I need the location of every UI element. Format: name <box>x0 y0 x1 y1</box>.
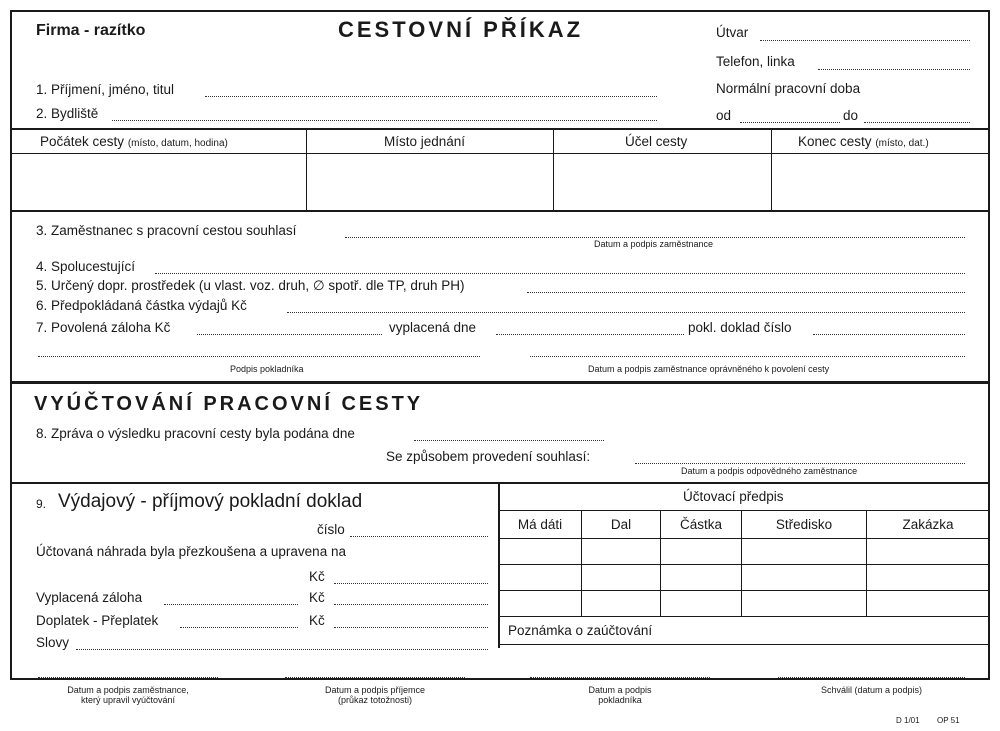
cell-r2-ma-dati[interactable] <box>499 565 582 591</box>
item-4-label: 4. Spolucestující <box>36 259 136 274</box>
utvar-field[interactable] <box>760 40 970 41</box>
souhlasi-field[interactable] <box>635 463 965 464</box>
item-9-number: 9. <box>36 497 47 511</box>
od-label: od <box>716 108 732 123</box>
footer-code-op: OP 51 <box>937 716 960 725</box>
col-pocatek-header <box>40 134 228 149</box>
col-konec-sub: (místo, dat.) <box>875 138 929 149</box>
trip-table-top <box>10 128 990 130</box>
item-8-label: 8. Zpráva o výsledku pracovní cesty byla podána dne <box>36 426 355 441</box>
cell-r1-dal[interactable] <box>582 539 661 565</box>
col-castka: Částka <box>661 511 742 539</box>
col-zakazka: Zakázka <box>867 511 990 539</box>
col-ucel-header: Účel cesty <box>625 134 688 149</box>
poznamka-cell[interactable] <box>499 617 989 645</box>
ucetni-table <box>499 510 989 645</box>
sig-2-field[interactable] <box>285 677 465 678</box>
zaloha-label: Vyplacená záloha <box>36 590 143 605</box>
sig-2-caption-line2: (průkaz totožnosti) <box>337 695 413 705</box>
prijmeni-field[interactable] <box>205 96 657 97</box>
slovy-label: Slovy <box>36 635 70 650</box>
pokladnik-signature-caption: Podpis pokladníka <box>230 364 304 374</box>
form-title: CESTOVNÍ PŘÍKAZ <box>338 17 584 42</box>
vyuctovani-separator <box>10 381 990 384</box>
col-konec-main: Konec cesty <box>798 134 872 149</box>
cell-r3-zakazka[interactable] <box>867 591 990 617</box>
vyplacena-dne-field[interactable] <box>496 334 684 335</box>
cell-r3-dal[interactable] <box>582 591 661 617</box>
trip-table-header-line <box>10 153 990 154</box>
cell-r3-stredisko[interactable] <box>742 591 867 617</box>
kc-label-1: Kč <box>309 569 325 584</box>
cell-r2-dal[interactable] <box>582 565 661 591</box>
sig-1-caption-line2: který upravil vyúčtování <box>80 695 176 705</box>
item-5-field[interactable] <box>527 292 965 293</box>
footer-code-d: D 1/01 <box>896 716 920 725</box>
uctovana-kc-field[interactable] <box>334 583 488 584</box>
col-konec-header <box>798 134 929 149</box>
doklad-title: Výdajový - příjmový pokladní doklad <box>58 491 363 512</box>
col-pocatek-main: Počátek cesty <box>40 134 125 149</box>
sig-3-caption-line1: Datum a podpis <box>588 685 652 695</box>
sig-1-caption <box>38 685 218 705</box>
item-3-signature-caption: Datum a podpis zaměstnance <box>594 239 714 249</box>
sig-4-caption: Schválil (datum a podpis) <box>820 685 923 695</box>
col-misto-header: Místo jednání <box>384 134 466 149</box>
cell-r1-ma-dati[interactable] <box>499 539 582 565</box>
vyplacena-dne-label: vyplacená dne <box>389 320 477 335</box>
cell-r1-castka[interactable] <box>661 539 742 565</box>
item-5-label: 5. Určený dopr. prostředek (u vlast. voz. druh, ∅ spotř. dle TP, druh PH) <box>36 278 465 293</box>
doplatek-label: Doplatek - Přeplatek <box>36 613 159 628</box>
cell-r2-zakazka[interactable] <box>867 565 990 591</box>
col-dal: Dal <box>582 511 661 539</box>
opravneny-signature-caption: Datum a podpis zaměstnance oprávněného k povolení cesty <box>588 364 830 374</box>
prijmeni-label: 1. Příjmení, jméno, titul <box>36 82 175 97</box>
pokl-doklad-label: pokl. doklad číslo <box>688 320 792 335</box>
sig-3-field[interactable] <box>530 677 710 678</box>
cell-misto[interactable] <box>308 155 551 209</box>
cell-r1-zakazka[interactable] <box>867 539 990 565</box>
sig-4-field[interactable] <box>778 677 965 678</box>
sig-1-field[interactable] <box>38 677 218 678</box>
trip-table-bottom <box>10 210 990 212</box>
opravneny-signature-field[interactable] <box>530 356 965 357</box>
bydliste-field[interactable] <box>112 120 657 121</box>
col-ma-dati: Má dáti <box>499 511 582 539</box>
item-6-field[interactable] <box>287 312 965 313</box>
cell-r2-stredisko[interactable] <box>742 565 867 591</box>
cell-ucel[interactable] <box>555 155 769 209</box>
item-8-field[interactable] <box>414 440 604 441</box>
cislo-label: číslo <box>317 522 345 537</box>
vyuctovani-title: VYÚČTOVÁNÍ PRACOVNÍ CESTY <box>34 393 424 415</box>
zaloha-kc-field[interactable] <box>334 604 488 605</box>
telefon-field[interactable] <box>818 69 970 70</box>
item-7-label: 7. Povolená záloha Kč <box>36 320 171 335</box>
utvar-label: Útvar <box>716 25 749 40</box>
col-stredisko: Středisko <box>742 511 867 539</box>
do-field[interactable] <box>864 122 970 123</box>
pokladnik-signature-field[interactable] <box>38 356 480 357</box>
kc-label-2: Kč <box>309 590 325 605</box>
zaloha-kc-dots <box>164 604 298 605</box>
poznamka-label: Poznámka o zaúčtování <box>508 623 653 638</box>
cell-r2-castka[interactable] <box>661 565 742 591</box>
sig-3-caption-line2: pokladníka <box>598 695 642 705</box>
item-3-field[interactable] <box>345 237 965 238</box>
normalni-doba-label: Normální pracovní doba <box>716 81 861 96</box>
odpovedny-signature-caption: Datum a podpis odpovědného zaměstnance <box>681 466 858 476</box>
cell-r3-ma-dati[interactable] <box>499 591 582 617</box>
sig-3-caption <box>530 685 710 705</box>
slovy-field[interactable] <box>76 649 488 650</box>
cell-r1-stredisko[interactable] <box>742 539 867 565</box>
col-pocatek-sub: (místo, datum, hodina) <box>127 138 228 149</box>
zaloha-field[interactable] <box>197 334 382 335</box>
telefon-label: Telefon, linka <box>716 54 795 69</box>
firma-label: Firma - razítko <box>36 22 146 39</box>
cell-pocatek[interactable] <box>12 155 304 209</box>
cell-r3-castka[interactable] <box>661 591 742 617</box>
souhlasi-label: Se způsobem provedení souhlasí: <box>386 449 591 464</box>
sig-1-caption-line1: Datum a podpis zaměstnance, <box>67 685 189 695</box>
do-label: do <box>843 108 859 123</box>
doplatek-dots <box>180 627 298 628</box>
kc-label-3: Kč <box>309 613 325 628</box>
bottom-section-separator <box>10 482 990 484</box>
od-field[interactable] <box>740 122 840 123</box>
uctovana-label: Účtovaná náhrada byla přezkoušena a upravena na <box>36 544 346 559</box>
item-4-field[interactable] <box>155 273 965 274</box>
pokl-doklad-field[interactable] <box>813 334 965 335</box>
bydliste-label: 2. Bydliště <box>36 106 99 121</box>
item-3-label: 3. Zaměstnanec s pracovní cestou souhlasí <box>36 223 297 238</box>
sig-2-caption <box>285 685 465 705</box>
item-6-label: 6. Předpokládaná částka výdajů Kč <box>36 298 247 313</box>
cell-konec[interactable] <box>773 155 988 209</box>
doplatek-kc-field[interactable] <box>334 627 488 628</box>
sig-2-caption-line1: Datum a podpis příjemce <box>324 685 426 695</box>
ucetni-predpis-label: Účtovací předpis <box>683 489 784 504</box>
cislo-field[interactable] <box>350 536 488 537</box>
